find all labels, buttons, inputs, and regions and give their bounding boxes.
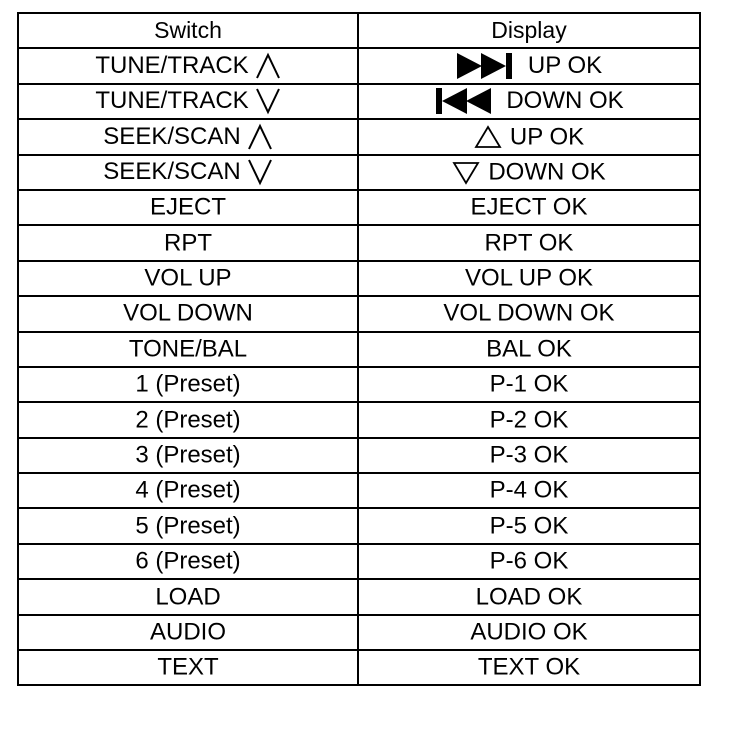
display-cell	[358, 367, 700, 402]
switch-label: 2 (Preset)	[135, 406, 241, 434]
display-label: P-2 OK	[489, 406, 569, 434]
switch-label: 6 (Preset)	[135, 547, 241, 575]
display-cell	[358, 402, 700, 437]
display-cell	[358, 579, 700, 614]
table-row	[18, 84, 700, 119]
switch-label: TONE/BAL	[128, 335, 248, 363]
switch-column-header: Switch	[18, 13, 358, 48]
display-label: RPT OK	[484, 229, 574, 257]
switch-cell	[18, 579, 358, 614]
skip-forward-icon	[456, 51, 514, 81]
switch-cell	[18, 367, 358, 402]
display-cell	[358, 332, 700, 367]
switch-cell	[18, 261, 358, 296]
display-cell	[358, 473, 700, 508]
display-label: UP OK	[527, 52, 603, 80]
switch-cell	[18, 544, 358, 579]
table-row	[18, 261, 700, 296]
display-cell	[358, 438, 700, 473]
switch-label: 1 (Preset)	[135, 370, 241, 398]
display-label: P-6 OK	[489, 547, 569, 575]
table-body	[18, 48, 700, 685]
display-cell	[358, 84, 700, 119]
switch-cell	[18, 650, 358, 685]
table-row	[18, 48, 700, 83]
display-label: EJECT OK	[470, 193, 588, 221]
table-row	[18, 367, 700, 402]
switch-label: SEEK/SCAN	[103, 122, 241, 150]
switch-label: TUNE/TRACK	[95, 87, 249, 115]
switch-cell	[18, 119, 358, 154]
switch-label: TEXT	[157, 654, 219, 682]
table-row	[18, 119, 700, 154]
table-row	[18, 615, 700, 650]
display-label: LOAD OK	[475, 583, 583, 611]
switch-label: LOAD	[155, 583, 221, 611]
switch-cell	[18, 155, 358, 190]
switch-label: VOL DOWN	[123, 300, 253, 328]
display-label: P-1 OK	[489, 370, 569, 398]
display-cell	[358, 190, 700, 225]
caret-up-icon	[255, 52, 281, 80]
display-label: DOWN OK	[488, 158, 606, 186]
display-cell	[358, 225, 700, 260]
display-cell	[358, 261, 700, 296]
table-row	[18, 155, 700, 190]
display-label: P-3 OK	[489, 441, 569, 469]
display-label: DOWN OK	[506, 87, 624, 115]
display-label: UP OK	[509, 123, 585, 151]
display-cell	[358, 119, 700, 154]
switch-label: RPT	[164, 229, 212, 257]
switch-label: 5 (Preset)	[135, 512, 241, 540]
display-cell	[358, 544, 700, 579]
switch-cell	[18, 402, 358, 437]
display-label: VOL DOWN OK	[443, 300, 615, 328]
table-row	[18, 332, 700, 367]
triangle-down-outline-icon	[452, 161, 480, 185]
switch-cell	[18, 48, 358, 83]
switch-label: EJECT	[149, 193, 226, 221]
display-label: AUDIO OK	[470, 618, 588, 646]
caret-up-icon	[247, 123, 273, 151]
switch-cell	[18, 225, 358, 260]
display-cell	[358, 48, 700, 83]
triangle-up-outline-icon	[474, 125, 502, 149]
display-column-header: Display	[358, 13, 700, 48]
table-row	[18, 225, 700, 260]
table-row	[18, 650, 700, 685]
display-label: P-4 OK	[489, 477, 569, 505]
display-cell	[358, 508, 700, 543]
display-cell	[358, 296, 700, 331]
switch-label: AUDIO	[149, 618, 226, 646]
switch-display-table	[17, 12, 701, 686]
display-cell	[358, 650, 700, 685]
table-row	[18, 579, 700, 614]
display-label: BAL OK	[486, 335, 572, 363]
skip-back-icon	[434, 86, 492, 116]
caret-down-icon	[247, 158, 273, 186]
switch-label: VOL UP	[144, 264, 232, 292]
switch-cell	[18, 296, 358, 331]
display-cell	[358, 155, 700, 190]
table-row	[18, 190, 700, 225]
switch-cell	[18, 190, 358, 225]
table-header-row	[18, 13, 700, 48]
display-label: TEXT OK	[477, 654, 581, 682]
display-label: P-5 OK	[489, 512, 569, 540]
display-cell	[358, 615, 700, 650]
switch-cell	[18, 473, 358, 508]
switch-cell	[18, 84, 358, 119]
table-row	[18, 402, 700, 437]
switch-label: 3 (Preset)	[135, 441, 241, 469]
table-row	[18, 438, 700, 473]
switch-label: TUNE/TRACK	[95, 52, 249, 80]
caret-down-icon	[255, 87, 281, 115]
display-label: VOL UP OK	[464, 264, 594, 292]
switch-cell	[18, 508, 358, 543]
table-row	[18, 473, 700, 508]
table-row	[18, 508, 700, 543]
switch-cell	[18, 615, 358, 650]
table-row	[18, 296, 700, 331]
switch-label: SEEK/SCAN	[103, 158, 241, 186]
switch-label: 4 (Preset)	[135, 477, 241, 505]
switch-cell	[18, 438, 358, 473]
table-row	[18, 544, 700, 579]
switch-cell	[18, 332, 358, 367]
